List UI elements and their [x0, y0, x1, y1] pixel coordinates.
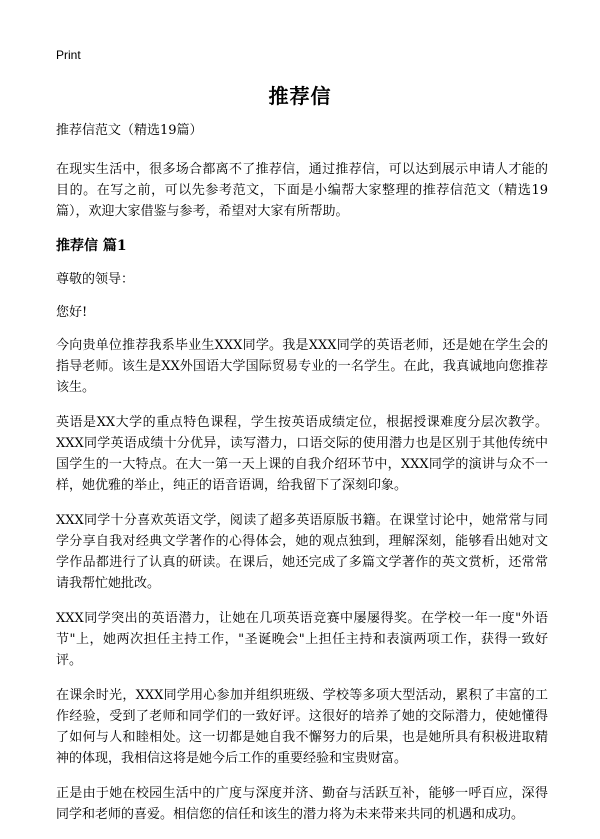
body-paragraph: 正是由于她在校园生活中的广度与深度并济、勤奋与活跃互补，能够一呼百应，深得同学和老师的喜爱。相信您的信任和该生的潜力将为未来带来共同的机遇和成功。 [56, 786, 548, 822]
body-paragraph: 英语是XX大学的重点特色课程，学生按英语成绩定位，根据授课难度分层次教学。XXX同学英语成绩十分优异，读写潜力，口语交际的使用潜力也是区别于其他传统中国学生的一大特点。在大一第一天上课的自我介绍环节中，XXX同学的演讲与众不一样，她优雅的举止，纯正的语音语调，给我留下了深刻印象。 [56, 415, 548, 493]
intro-paragraph: 在现实生活中，很多场合都离不了推荐信，通过推荐信，可以达到展示申请人才能的目的。在写之前，可以先参考范文，下面是小编帮大家整理的推荐信范文（精选19篇），欢迎大家借鉴与参考，希望对大家有所帮助。 [56, 162, 548, 219]
document-body [56, 120, 548, 839]
salutation: 尊敬的领导： [56, 272, 135, 287]
section-heading: 推荐信 篇1 [56, 238, 127, 254]
print-link[interactable]: Print [56, 48, 81, 62]
body-paragraph: XXX同学十分喜欢英语文学，阅读了超多英语原版书籍。在课堂讨论中，她常常与同学分享自我对经典文学著作的心得体会，她的观点独到，理解深刻，能够看出她对文学作品都进行了认真的研读。在课后，她还完成了多篇文学著作的英文赏析，还常常请我帮忙她批改。 [56, 513, 548, 591]
body-paragraph: 在课余时光，XXX同学用心参加并组织班级、学校等多项大型活动，累积了丰富的工作经验，受到了老师和同学们的一致好评。这很好的培养了她的交际潜力，使她懂得了如何与人和睦相处。这一切都是她自我不懈努力的后果，也是她所具有积极进取精神的体现，我相信这将是她今后工作的重要经验和宝贵财富。 [56, 688, 548, 766]
page-title: 推荐信 [268, 84, 332, 108]
body-paragraph: 今向贵单位推荐我系毕业生XXX同学。我是XXX同学的英语老师，还是她在学生会的指导老师。该生是XX外国语大学国际贸易专业的一名学生。在此，我真诚地向您推荐该生。 [56, 338, 548, 395]
document-subtitle: 推荐信范文（精选19篇） [56, 123, 203, 138]
greeting: 您好! [56, 305, 88, 320]
body-paragraph: XXX同学突出的英语潜力，让她在几项英语竞赛中屡屡得奖。在学校一年一度"外语节"上，她两次担任主持工作，"圣诞晚会"上担任主持和表演两项工作，获得一致好评。 [56, 611, 548, 668]
